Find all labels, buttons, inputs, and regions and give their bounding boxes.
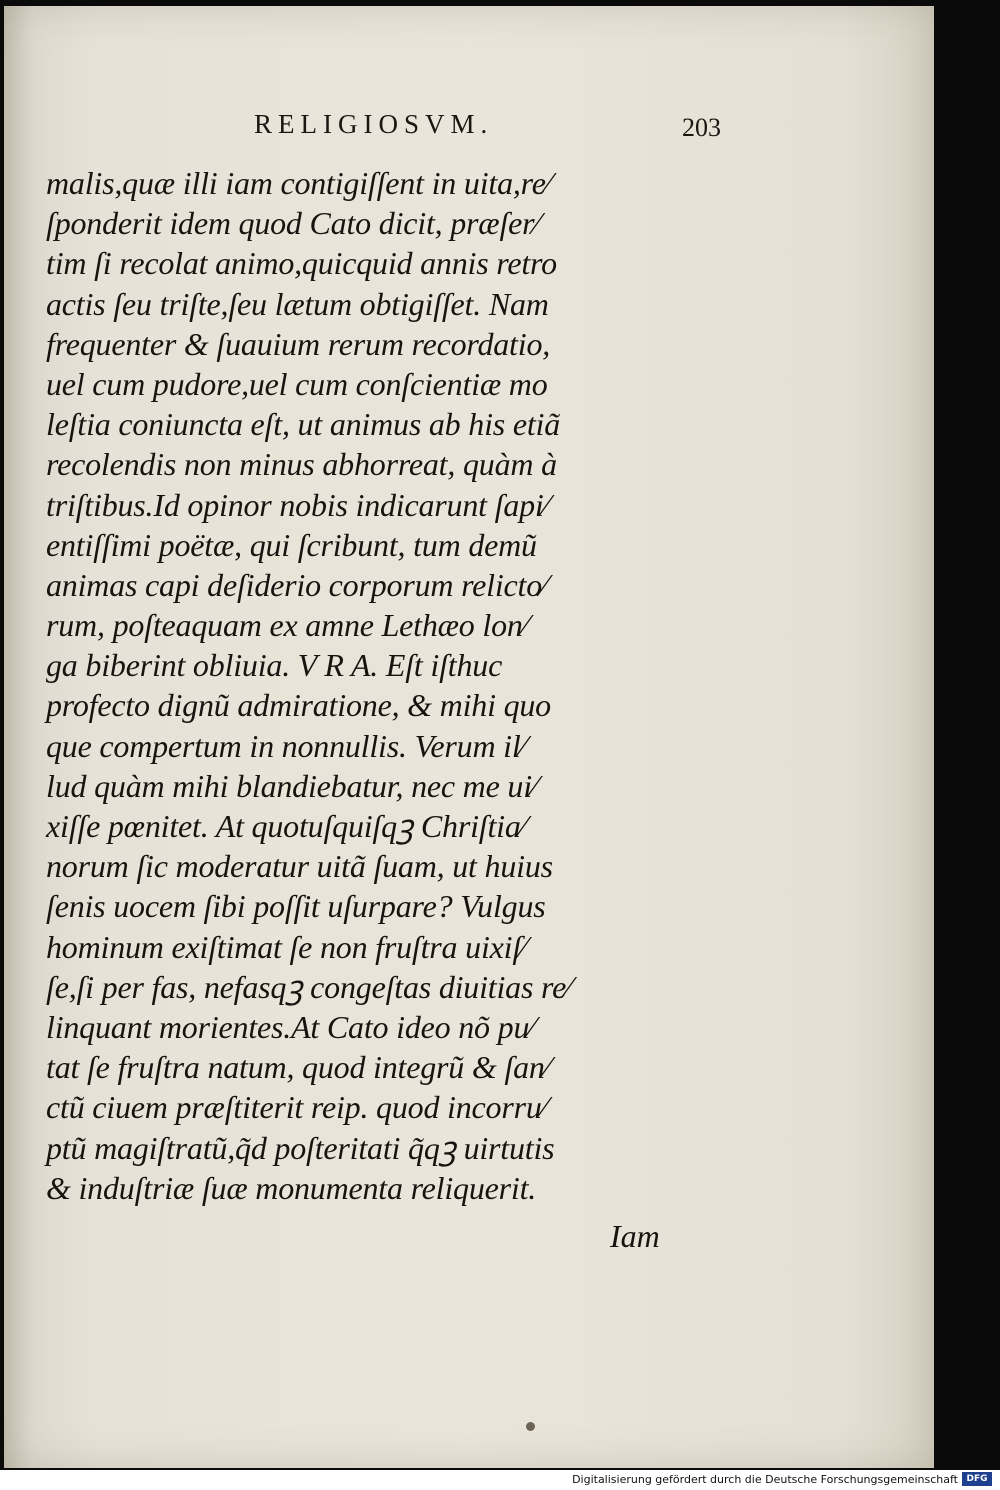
text-line: lud quàm mihi blandiebatur, nec me ui⁄ <box>46 767 538 804</box>
text-line: & induſtriæ ſuæ monumenta reliquerit. <box>46 1169 537 1206</box>
text-line: entiſſimi poëtæ, qui ſcribunt, tum demũ <box>46 526 537 563</box>
text-line: tim ſi recolat animo,quicquid annis retro <box>46 245 557 282</box>
text-line: ſponderit idem quod Cato dicit, præſer⁄ <box>46 205 540 242</box>
text-line: profecto dignũ admiratione, & mihi quo <box>46 687 551 724</box>
text-line: recolendis non minus abhorreat, quàm à <box>46 446 557 483</box>
catchword: Iam <box>610 1218 660 1254</box>
text-line: tat ſe fruſtra natum, quod integrũ & ſan⁄ <box>46 1049 550 1086</box>
digitization-footer <box>0 1470 1000 1490</box>
text-line: que compertum in nonnullis. Verum il⁄ <box>46 727 526 764</box>
running-head: RELIGIOSVM. <box>254 109 494 139</box>
text-line: uel cum pudore,uel cum conſcientiæ mo <box>46 365 548 402</box>
text-line: ctũ ciuem præſtiterit reip. quod incorru⁄ <box>46 1089 547 1126</box>
text-line: actis ſeu triſte,ſeu lætum obtigiſſet. Nam <box>46 285 549 322</box>
text-line: frequenter & ſuauium rerum recordatio, <box>46 325 551 362</box>
text-line: leſtia coniuncta eſt, ut animus ab his etiã <box>46 406 561 443</box>
page-number: 203 <box>682 113 721 142</box>
text-line: malis,quæ illi iam contigiſſent in uita,re⁄ <box>46 165 551 201</box>
page-header <box>254 109 734 149</box>
body-text <box>46 163 696 1208</box>
funding-credit: Digitalisierung gefördert durch die Deutsche Forschungsgemeinschaft <box>572 1473 958 1486</box>
text-line: ſenis uocem ſibi poſſit uſurpare? Vulgus <box>46 888 546 925</box>
book-page <box>4 6 934 1468</box>
dfg-logo: DFG <box>962 1472 992 1486</box>
text-line: norum ſic moderatur uitã ſuam, ut huius <box>46 848 553 885</box>
ink-spot <box>526 1422 535 1431</box>
text-line: linquant morientes.At Cato ideo nõ pu⁄ <box>46 1008 535 1045</box>
text-line: rum, poſteaquam ex amne Lethæo lon⁄ <box>46 607 528 644</box>
text-line: triſtibus.Id opinor nobis indicarunt ſapi⁄ <box>46 486 549 523</box>
text-line: xiſſe pœnitet. At quotuſquiſqꝫ Chriſtia⁄ <box>46 808 526 844</box>
text-line: hominum exiſtimat ſe non fruſtra uixiſ⁄ <box>46 928 527 965</box>
text-line: ſe,ſi per fas, nefasqꝫ congeſtas diuitias re⁄ <box>46 968 572 1005</box>
text-line: ga biberint obliuia. V R A. Eſt iſthuc <box>46 647 503 684</box>
text-line: animas capi deſiderio corporum relicto⁄ <box>46 566 548 603</box>
text-line: ptũ magiſtratũ,q̃d poſteritati q̃qꝫ uirtutis <box>46 1129 555 1166</box>
